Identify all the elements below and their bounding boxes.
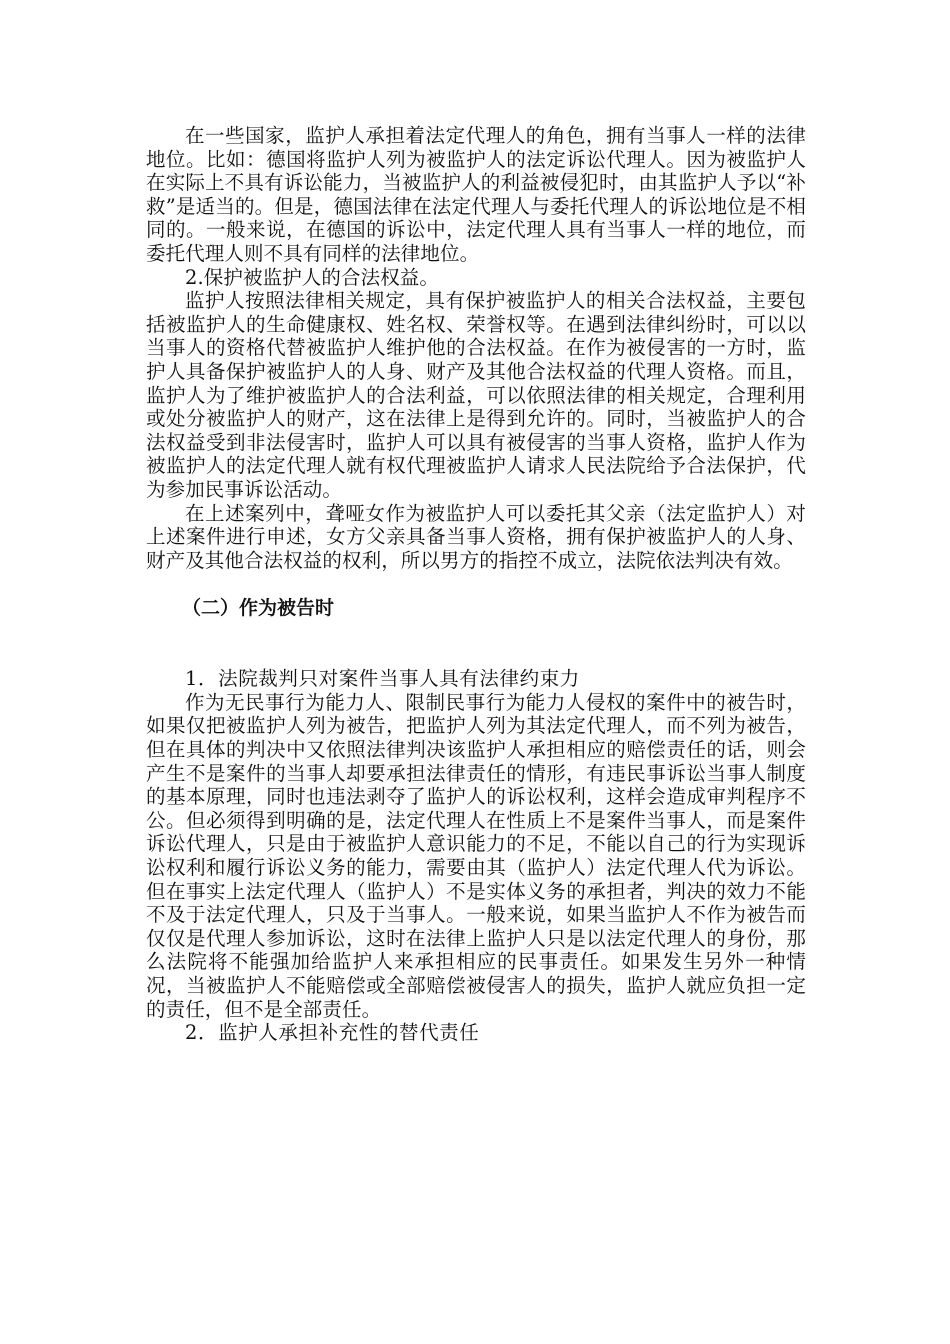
spacer bbox=[146, 620, 806, 667]
subheading-supplementary-liability: 2．监护人承担补充性的替代责任 bbox=[185, 1021, 480, 1045]
paragraph-guardian-protects-rights: 监护人按照法律相关规定，具有保护被监护人的相关合法权益，主要包括被监护人的生命健康权、姓名权、荣誉权等。在遇到法律纠纷时，可以以当事人的资格代替被监护人维护他的合法权益。在作为被侵害的一方时，监护人具备保护被监护人的人身、财产及其他合法权益的代理人资格。而且，监护人为了维护被监护人的合法利益，可以依照法律的相关规定，合理利用或处分被监护人的财产，这在法律上是得到允许的。同时，当被监护人的合法权益受到非法侵害时，监护人可以具有被侵害的当事人资格，监护人作为被监护人的法定代理人就有权代理被监护人请求人民法院给予合法保护，代为参加民事诉讼活动。 bbox=[146, 289, 806, 501]
subheading-judgment-binding: 1．法院裁判只对案件当事人具有法律约束力 bbox=[185, 667, 580, 691]
paragraph-case-example: 在上述案列中，聋哑女作为被监护人可以委托其父亲（法定监护人）对上述案件进行申述，女方父亲具备当事人资格，拥有保护被监护人的人身、财产及其他合法权益的权利，所以男方的指控不成立，法院依法判决有效。 bbox=[146, 501, 806, 572]
document-page bbox=[146, 124, 806, 1045]
section-heading-as-defendant: （二）作为被告时 bbox=[182, 597, 335, 620]
paragraph-defendant-analysis: 作为无民事行为能力人、限制民事行为能力人侵权的案件中的被告时，如果仅把被监护人列为被告，把监护人列为其法定代理人，而不列为被告，但在具体的判决中又依照法律判决该监护人承担相应的赔偿责任的话，则会产生不是案件的当事人却要承担法律责任的情形，有违民事诉讼当事人制度的基本原理，同时也违法剥夺了监护人的诉讼权利，这样会造成审判程序不公。但必须得到明确的是，法定代理人在性质上不是案件当事人，而是案件诉讼代理人，只是由于被监护人意识能力的不足，不能以自己的行为实现诉讼权利和履行诉讼义务的能力，需要由其（监护人）法定代理人代为诉讼。但在事实上法定代理人（监护人）不是实体义务的承担者，判决的效力不能不及于法定代理人，只及于当事人。一般来说，如果当监护人不作为被告而仅仅是代理人参加诉讼，这时在法律上监护人只是以法定代理人的身份，那么法院将不能强加给监护人来承担相应的民事责任。如果发生另外一种情况，当被监护人不能赔偿或全部赔偿被侵害人的损失，监护人就应负担一定的责任，但不是全部责任。 bbox=[146, 690, 806, 1021]
spacer bbox=[146, 572, 806, 596]
list-item-protect-ward-rights: 2.保护被监护人的合法权益。 bbox=[185, 265, 440, 289]
paragraph-guardian-as-legal-representative: 在一些国家，监护人承担着法定代理人的角色，拥有当事人一样的法律地位。比如：德国将监护人列为被监护人的法定诉讼代理人。因为被监护人在实际上不具有诉讼能力，当被监护人的利益被侵犯时，由其监护人予以“补救”是适当的。但是，德国法律在法定代理人与委托代理人的诉讼地位是不相同的。一般来说，在德国的诉讼中，法定代理人具有当事人一样的地位，而委托代理人则不具有同样的法律地位。 bbox=[146, 124, 806, 265]
